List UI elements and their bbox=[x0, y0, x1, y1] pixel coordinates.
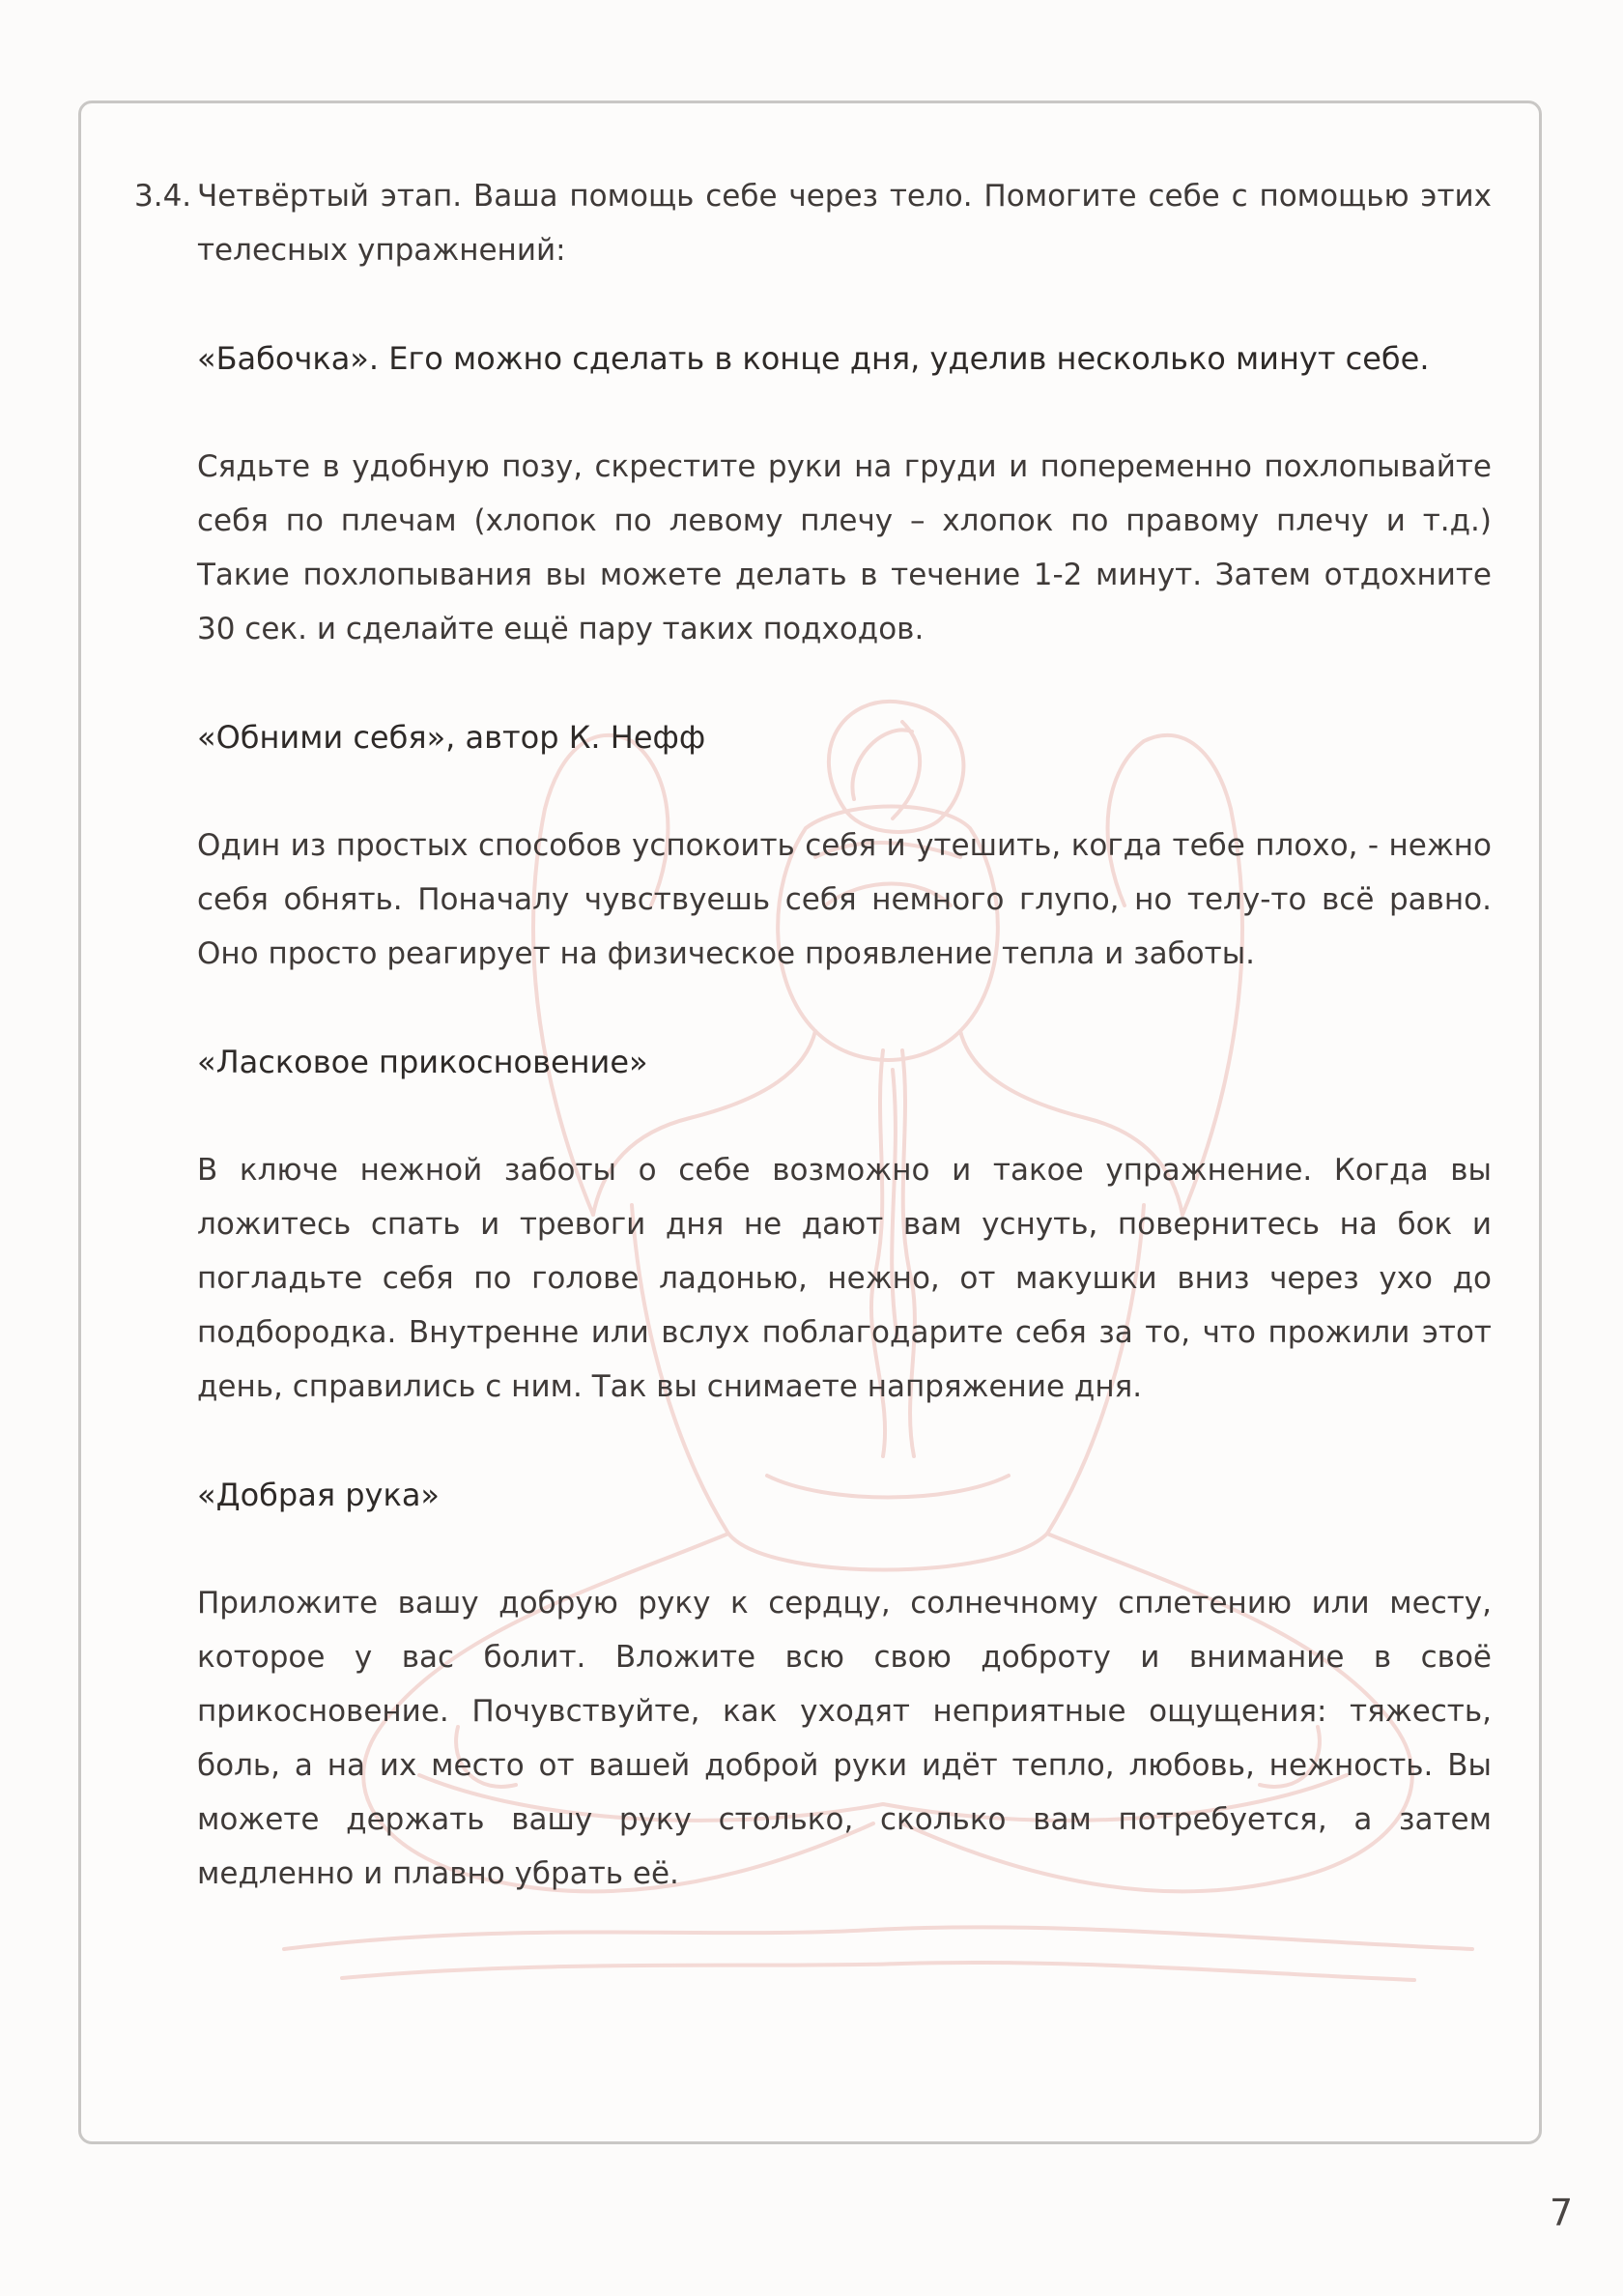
exercise-body-gentle-touch: В ключе нежной заботы о себе возможно и такое упражнение. Когда вы ложитесь спать и тревоги дня не дают вам уснуть, повернитесь на бок и погладьте себя по голове ладонью, нежно, от макушки вниз через ухо до подбородка. Внутренне или вслух поблагодарите себя за то, что прожили этот день, справились с ним. Так вы снимаете напряжение дня. bbox=[197, 1153, 1492, 1404]
exercise-title-kind-hand bbox=[197, 1468, 440, 1522]
exercise-title: «Ласковое прикосновение» bbox=[197, 1044, 648, 1080]
page-content bbox=[81, 103, 1539, 2141]
exercise-body-kind-hand: Приложите вашу добрую руку к сердцу, солнечному сплетению или месту, которое у вас болит. Вложите всю свою доброту и внимание в своё прикосновение. Почувствуйте, как уходят неприятные ощущения: тяжесть, боль, а на их место от вашей доброй руки идёт тепло, любовь, нежность. Вы можете держать вашу руку столько, сколько вам потребуется, а затем медленно и плавно убрать её. bbox=[197, 1586, 1492, 1891]
section-intro: Четвёртый этап. Ваша помощь себе через тело. Помогите себе с помощью этих телесных упражнений: bbox=[197, 179, 1492, 268]
content-frame bbox=[78, 100, 1542, 2144]
page-number: 7 bbox=[1550, 2192, 1574, 2234]
exercise-title-suffix: автор К. Нефф bbox=[455, 719, 706, 756]
section-number: 3.4. bbox=[134, 179, 192, 214]
exercise-title-gentle-touch bbox=[197, 1035, 648, 1089]
exercise-title: «Добрая рука» bbox=[197, 1477, 440, 1513]
exercise-title: «Бабочка». bbox=[197, 340, 380, 377]
exercise-title-hug-yourself bbox=[197, 710, 705, 764]
exercise-body-butterfly: Сядьте в удобную позу, скрестите руки на груди и попеременно похлопывайте себя по плечам (хлопок по левому плечу – хлопок по правому плечу и т.д.) Такие похлопывания вы можете делать в течение 1-2 минут. Затем отдохните 30 сек. и сделайте ещё пару таких подходов. bbox=[197, 449, 1492, 646]
exercise-title: «Обними себя», bbox=[197, 719, 456, 756]
exercise-title-suffix: Его можно сделать в конце дня, уделив несколько минут себе. bbox=[379, 340, 1430, 377]
exercise-title-butterfly bbox=[197, 331, 1430, 386]
exercise-body-hug-yourself: Один из простых способов успокоить себя и утешить, когда тебе плохо, - нежно себя обнять. Поначалу чувствуешь себя немного глупо, но телу-то всё равно. Оно просто реагирует на физическое проявление тепла и заботы. bbox=[197, 828, 1492, 971]
